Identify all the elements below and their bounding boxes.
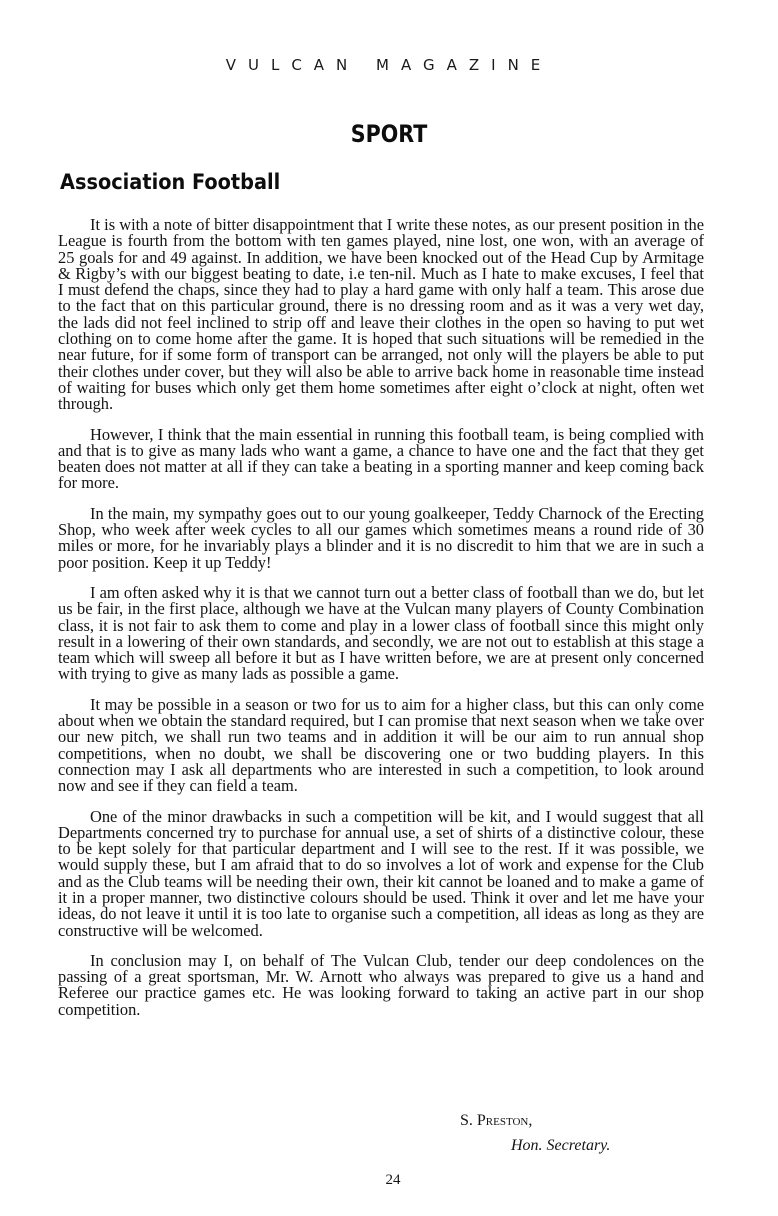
section-title: SPORT xyxy=(350,120,428,148)
paragraph: One of the minor drawbacks in such a competition will be kit, and I would suggest that all Departments concerned try to purchase for annual use, a set of shirts of a distinctive colour, these to be kept solely for that particular department and I will see to the rest. If it was possible, we would supply these, but I am afraid that to do so involves a lot of work and expense for the Club and as the Club teams will be needing their own, their kit cannot be loaned and to make a game of it in a proper manner, two distinctive colours should be used. Think it over and let me have your ideas, do not leave it until it is too late to organise such a competition, all ideas as long as they are constructive will be welcomed. xyxy=(58,806,704,940)
signature-name: S. Preston, xyxy=(460,1112,533,1129)
running-head: VULCAN MAGAZINE xyxy=(225,56,553,74)
paragraph: It is with a note of bitter disappointment that I write these notes, as our present position in the League is fourth from the bottom with ten games played, nine lost, one won, with an average of 25 goals for and 49 against. In addition, we have been knocked out of the Head Cup by Armitage & Rigby’s with our biggest beating to date, i.e ten-nil. Much as I hate to make excuses, I feel that I must defend the chaps, since they had to play a hard game with only half a team. This arose due to the fact that on this particular ground, there is no dressing room and as it was a very wet day, the lads did not feel inclined to strip off and leave their clothes in the open so having to put wet clothing on to come home after the game. It is hoped that such situations will be remedied in the near future, for if some form of transport can be arranged, not only will the players be able to put their clothes under cover, but they will also be able to arrive back home in reasonable time instead of waiting for buses which only get them home sometimes after eight o’clock at night, often wet through. xyxy=(58,215,704,414)
page-number: 24 xyxy=(385,1172,401,1188)
paragraph: I am often asked why it is that we cannot turn out a better class of football than we do, but let us be fair, in the first place, although we have at the Vulcan many players of County Combination class, it is not fair to ask them to come and play in a lower class of football since this might only result in a lowering of their own standards, and secondly, we are not out to establish at this stage a team which will sweep all before it but as I have written before, we are at present only concerned with trying to give as many lads as possible a game. xyxy=(58,582,704,684)
article-body xyxy=(58,217,704,1032)
paragraph: However, I think that the main essential in running this football team, is being complied with and that is to give as many lads who want a game, a chance to have one and the fact that they get beaten does not matter at all if they can take a beating in a sporting manner and keep coming back for more. xyxy=(58,424,704,493)
paragraph: In the main, my sympathy goes out to our young goalkeeper, Teddy Charnock of the Erecting Shop, who week after week cycles to all our games which sometimes means a round ride of 30 miles or more, for he invariably plays a blinder and it is no discredit to him that we are in such a poor position. Keep it up Teddy! xyxy=(58,503,704,572)
paragraph: In conclusion may I, on behalf of The Vulcan Club, tender our deep condolences on the passing of a great sportsman, Mr. W. Arnott who always was prepared to give us a hand and Referee our practice games etc. He was looking forward to taking an active part in our shop competition. xyxy=(58,950,704,1019)
signature-title: Hon. Secretary. xyxy=(511,1137,611,1154)
article-title: Association Football xyxy=(60,170,281,194)
paragraph: It may be possible in a season or two for us to aim for a higher class, but this can only come about when we obtain the standard required, but I can promise that next season when we take over our new pitch, we shall run two teams and in addition it will be our aim to run annual shop competitions, when no doubt, we shall be discovering one or two budding players. In this connection may I ask all departments who are interested in such a competition, to look around now and see if they can field a team. xyxy=(58,694,704,796)
